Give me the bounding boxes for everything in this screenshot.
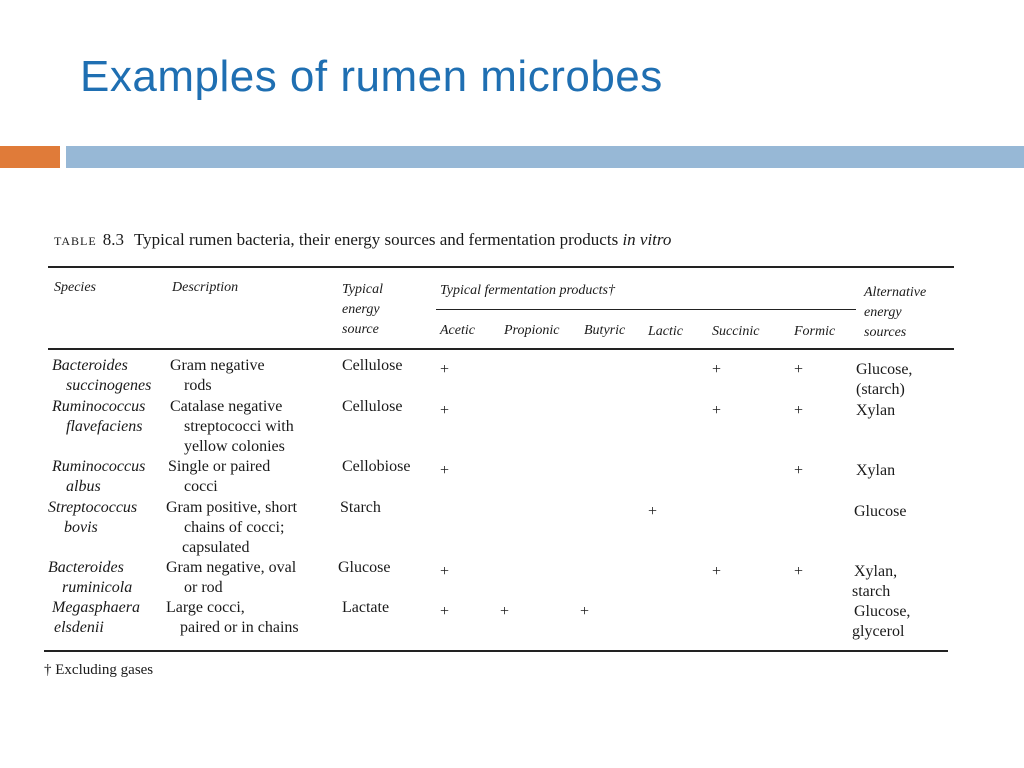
table-caption-text: Typical rumen bacteria, their energy sources and fermentation products <box>133 230 619 249</box>
alternative-source-line2: starch <box>852 583 891 600</box>
alternative-source-line1: Xylan <box>856 402 896 419</box>
table-caption-label: TABLE <box>54 234 97 248</box>
product-lactic-mark: + <box>648 503 658 520</box>
product-succinic-mark: + <box>712 563 722 580</box>
header-acetic: Acetic <box>440 323 475 338</box>
alternative-source-line2: glycerol <box>852 623 905 640</box>
description-line2: rods <box>184 377 212 394</box>
product-formic-mark: + <box>794 402 804 419</box>
product-propionic-mark: + <box>500 603 510 620</box>
description-line1: Gram positive, short <box>166 499 298 516</box>
energy-source: Cellulose <box>342 357 403 374</box>
table-footnote: † Excluding gases <box>44 662 154 678</box>
header-bottom-rule <box>48 348 954 350</box>
product-acetic-mark: + <box>440 563 450 580</box>
species-name-line1: Bacteroides <box>52 357 128 374</box>
alternative-source-line1: Glucose, <box>854 603 911 620</box>
header-products-group: Typical fermentation products† <box>440 283 615 298</box>
header-energy-line3: source <box>342 322 379 337</box>
product-formic-mark: + <box>794 563 804 580</box>
alternative-source-line1: Glucose <box>854 503 907 520</box>
accent-bar-blue <box>66 146 1024 168</box>
species-name-line2: albus <box>66 478 101 495</box>
species-name-line2: ruminicola <box>62 579 133 596</box>
species-name-line2: bovis <box>64 519 98 536</box>
description-line2: cocci <box>184 478 218 495</box>
alternative-source-line1: Xylan <box>856 462 896 479</box>
description-line2: or rod <box>184 579 223 596</box>
alternative-source-line1: Xylan, <box>854 563 898 580</box>
header-alternative-sources <box>864 283 926 343</box>
products-group-rule <box>436 309 856 310</box>
product-acetic-mark: + <box>440 361 450 378</box>
description-line1: Gram negative <box>170 357 265 374</box>
energy-source: Lactate <box>342 599 390 616</box>
header-lactic: Lactic <box>648 324 683 339</box>
energy-source: Cellulose <box>342 398 403 415</box>
header-alt-line1: Alternative <box>864 285 927 300</box>
alternative-source-line1: Glucose, <box>856 361 913 378</box>
product-acetic-mark: + <box>440 603 450 620</box>
description-line2: paired or in chains <box>180 619 299 636</box>
product-succinic-mark: + <box>712 402 722 419</box>
species-name-line1: Streptococcus <box>48 499 138 516</box>
header-succinic: Succinic <box>712 324 760 339</box>
header-alt-line3: sources <box>864 325 907 340</box>
table-caption <box>54 230 671 250</box>
energy-source: Starch <box>340 499 381 516</box>
header-species: Species <box>54 280 96 295</box>
species-name-line1: Ruminococcus <box>52 458 146 475</box>
header-formic: Formic <box>794 324 836 339</box>
product-acetic-mark: + <box>440 402 450 419</box>
energy-source: Cellobiose <box>342 458 411 475</box>
accent-bar-orange <box>0 146 60 168</box>
species-name-line1: Bacteroides <box>48 559 124 576</box>
product-succinic-mark: + <box>712 361 722 378</box>
alternative-source-line2: (starch) <box>856 381 905 398</box>
description-line1: Large cocci, <box>166 599 245 616</box>
description-line1: Catalase negative <box>170 398 283 415</box>
species-name-line1: Megasphaera <box>52 599 140 616</box>
species-name-line1: Ruminococcus <box>52 398 146 415</box>
table-caption-suffix: in vitro <box>622 230 672 249</box>
description-line2: chains of cocci; <box>184 519 285 536</box>
description-line3: capsulated <box>182 539 250 556</box>
header-description: Description <box>172 280 239 295</box>
header-propionic: Propionic <box>504 323 560 338</box>
slide-title: Examples of rumen microbes <box>80 52 663 101</box>
product-butyric-mark: + <box>580 603 590 620</box>
header-energy-line1: Typical <box>342 282 383 297</box>
product-formic-mark: + <box>794 462 804 479</box>
description-line2: streptococci with <box>184 418 294 435</box>
header-energy-line2: energy <box>342 302 380 317</box>
table-bottom-rule <box>44 650 948 652</box>
species-name-line2: succinogenes <box>66 377 152 394</box>
energy-source: Glucose <box>338 559 391 576</box>
product-formic-mark: + <box>794 361 804 378</box>
table-caption-number: 8.3 <box>102 230 124 249</box>
header-energy-source <box>342 280 383 340</box>
header-alt-line2: energy <box>864 305 902 320</box>
description-line3: yellow colonies <box>184 438 285 455</box>
header-butyric: Butyric <box>584 323 626 338</box>
description-line1: Gram negative, oval <box>166 559 297 576</box>
product-acetic-mark: + <box>440 462 450 479</box>
species-name-line2: flavefaciens <box>66 418 143 435</box>
table-top-rule <box>48 266 954 268</box>
description-line1: Single or paired <box>168 458 271 475</box>
species-name-line2: elsdenii <box>54 619 104 636</box>
